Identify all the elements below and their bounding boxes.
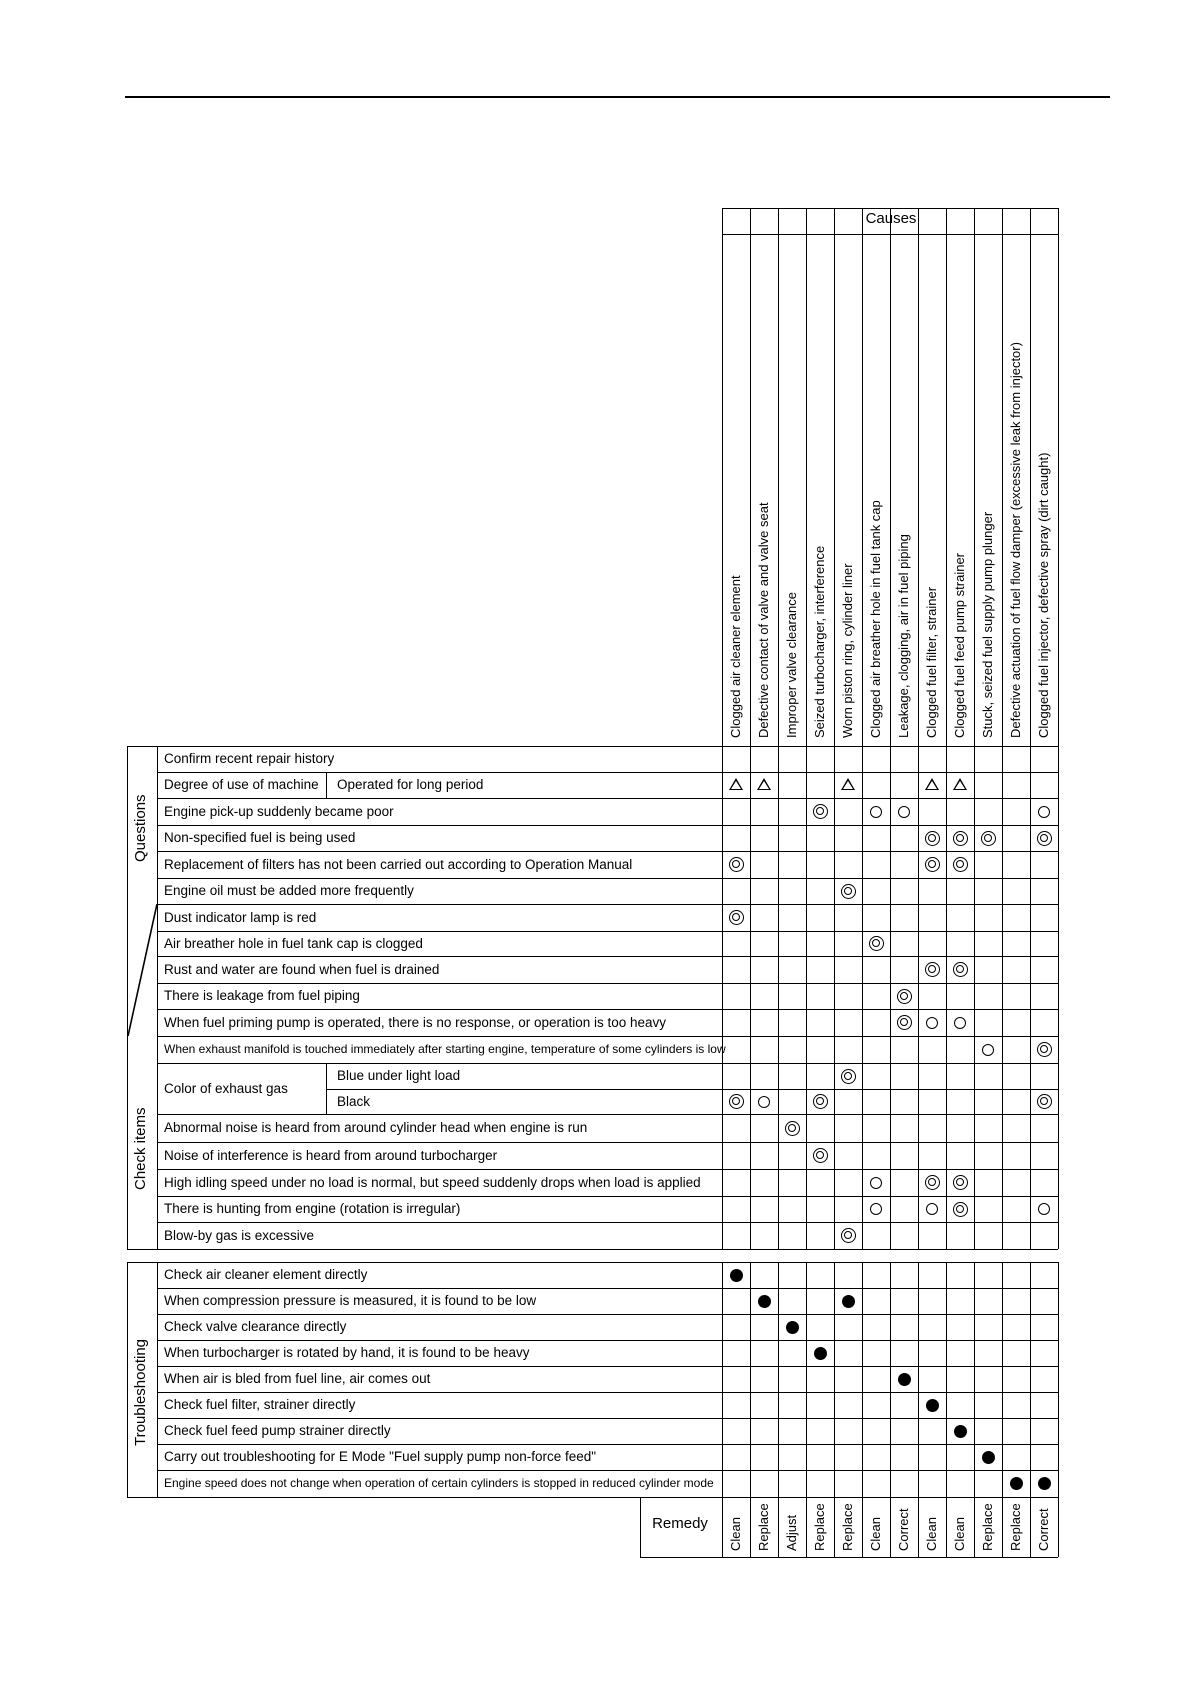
cause-label: Clogged air cleaner element: [728, 575, 743, 738]
cell-mark: [785, 1121, 800, 1136]
remedy-text: Replace: [1008, 1503, 1023, 1551]
ts-cell-mark: [898, 1373, 911, 1386]
cell-column-line: [974, 746, 975, 1249]
cell-mark: [926, 1017, 938, 1029]
row-label: High idling speed under no load is normal, but speed suddenly drops when load is applied: [164, 1174, 701, 1190]
cause-label: Leakage, clogging, air in fuel piping: [896, 534, 911, 738]
cell-mark: [953, 857, 968, 872]
cell-mark: [954, 1017, 966, 1029]
ts-column-line: [974, 1262, 975, 1497]
row-label: Abnormal noise is heard from around cylinder head when engine is run: [164, 1120, 588, 1135]
cell-mark: [925, 831, 940, 846]
cause-label: Defective contact of valve and valve seat: [756, 502, 771, 738]
cell-mark: [870, 1177, 882, 1189]
row-label: When fuel priming pump is operated, there is no response, or operation is too heavy: [164, 1014, 667, 1030]
row-label: Blow-by gas is excessive: [164, 1227, 315, 1243]
row-line: [157, 956, 1058, 957]
row-line: [157, 851, 1058, 852]
remedy-text: Correct: [1036, 1508, 1051, 1551]
ts-row-label: Engine speed does not change when operation of certain cylinders is stopped in reduced cylinder mode: [164, 1475, 714, 1490]
cell-mark: [981, 831, 996, 846]
row-label: There is leakage from fuel piping: [164, 988, 360, 1003]
remedy-column-line: [890, 1497, 891, 1557]
ts-column-line: [946, 1262, 947, 1497]
ts-row-label: When air is bled from fuel line, air comes out: [164, 1371, 431, 1386]
ts-column-line: [862, 1262, 863, 1497]
row-label: Dust indicator lamp is red: [164, 909, 317, 925]
row-label: There is hunting from engine (rotation is irregular): [164, 1201, 461, 1216]
ts-row-label: Check valve clearance directly: [164, 1319, 347, 1334]
row-line: [157, 1196, 1058, 1197]
cause-column-line: [750, 208, 751, 746]
row-line: [326, 1089, 1058, 1090]
row-line: [157, 798, 1058, 799]
remedy-text: Replace: [812, 1503, 827, 1551]
cell-mark: [813, 804, 828, 819]
cause-column-line: [1058, 208, 1059, 746]
cell-mark: [897, 989, 912, 1004]
cause-label: Stuck, seized fuel supply pump plunger: [980, 511, 995, 738]
ts-group-divider: [157, 1262, 158, 1497]
cell-column-line: [918, 746, 919, 1249]
row-line: [157, 878, 1058, 879]
cause-label: Worn piston ring, cylinder liner: [840, 563, 855, 738]
remedy-bottom-border: [640, 1557, 1058, 1558]
row-line: [157, 1036, 1058, 1037]
cell-mark: [758, 1096, 770, 1108]
row-line: [157, 1169, 1058, 1170]
cause-label: Seized turbocharger, interference: [812, 545, 827, 738]
cause-column-line: [778, 208, 779, 746]
ts-cell-mark: [926, 1399, 939, 1412]
cell-mark: [729, 910, 744, 925]
cell-column-line: [834, 746, 835, 1249]
cell-mark: [925, 778, 939, 790]
cell-mark: [841, 884, 856, 899]
remedy-text: Clean: [868, 1517, 883, 1551]
row-label: Rust and water are found when fuel is drained: [164, 961, 440, 977]
cell-column-line: [1058, 746, 1059, 1249]
remedy-column-line: [918, 1497, 919, 1557]
ts-row-label: When compression pressure is measured, it is found to be low: [164, 1293, 537, 1308]
ts-column-line: [778, 1262, 779, 1497]
cell-mark: [925, 1175, 940, 1190]
ts-row-line: [157, 1340, 1058, 1341]
ts-cell-mark: [842, 1295, 855, 1308]
row-sub-label: Operated for long period: [337, 777, 484, 792]
remedy-label: Remedy: [652, 1515, 708, 1532]
remedy-text: Adjust: [784, 1514, 799, 1551]
cell-mark: [729, 1094, 744, 1109]
cause-column-line: [834, 208, 835, 746]
cell-mark: [926, 1203, 938, 1215]
ts-row-line: [157, 1444, 1058, 1445]
ts-column-line: [890, 1262, 891, 1497]
row-label: Engine pick-up suddenly became poor: [164, 803, 394, 819]
row-line: [157, 983, 1058, 984]
remedy-column-line: [946, 1497, 947, 1557]
remedy-text: Replace: [840, 1503, 855, 1551]
cell-column-line: [946, 746, 947, 1249]
ts-column-line: [834, 1262, 835, 1497]
cell-mark: [953, 1175, 968, 1190]
cause-label: Clogged fuel filter, strainer: [924, 586, 939, 738]
row-label: Degree of use of machine: [164, 777, 319, 792]
remedy-text: Clean: [952, 1517, 967, 1551]
remedy-column-line: [806, 1497, 807, 1557]
group-separator: [125, 900, 165, 1040]
ts-row-label: When turbocharger is rotated by hand, it is found to be heavy: [164, 1345, 530, 1360]
ts-column-line: [750, 1262, 751, 1497]
remedy-column-line: [1030, 1497, 1031, 1557]
cause-column-line: [862, 208, 863, 746]
cause-column-line: [722, 208, 723, 746]
cell-column-line: [806, 746, 807, 1249]
cause-label: Improper valve clearance: [784, 592, 799, 738]
row-sub-label: Blue under light load: [337, 1068, 461, 1083]
cell-mark: [841, 1228, 856, 1243]
group-label-troubleshooting: Troubleshooting: [132, 1338, 149, 1446]
cell-mark: [1037, 831, 1052, 846]
cell-mark: [729, 778, 743, 790]
remedy-column-line: [862, 1497, 863, 1557]
remedy-column-line: [722, 1497, 723, 1557]
remedy-text: Clean: [728, 1517, 743, 1551]
ts-cell-mark: [758, 1295, 771, 1308]
cause-column-line: [918, 208, 919, 746]
cell-mark: [897, 1015, 912, 1030]
remedy-text: Clean: [924, 1517, 939, 1551]
cell-mark: [813, 1148, 828, 1163]
cell-mark: [925, 857, 940, 872]
row-line: [157, 772, 1058, 773]
remedy-column-line: [1002, 1497, 1003, 1557]
ts-cell-mark: [982, 1451, 995, 1464]
cell-column-line: [722, 746, 723, 1249]
row-line: [157, 1114, 1058, 1115]
cause-column-line: [890, 208, 891, 746]
remedy-text: Replace: [756, 1503, 771, 1551]
ts-column-line: [722, 1262, 723, 1497]
cell-mark: [870, 806, 882, 818]
cause-label: Clogged fuel injector, defective spray (dirt caught): [1036, 452, 1051, 738]
cause-column-line: [974, 208, 975, 746]
cell-mark: [953, 962, 968, 977]
ts-column-line: [1058, 1262, 1059, 1497]
cell-mark: [953, 778, 967, 790]
row-line: [157, 1142, 1058, 1143]
cell-mark: [757, 778, 771, 790]
row-line: [127, 1249, 1058, 1250]
row-label: Noise of interference is heard from around turbocharger: [164, 1147, 498, 1163]
ts-row-line: [157, 1392, 1058, 1393]
ts-cell-mark: [1038, 1477, 1051, 1490]
cause-column-line: [1030, 208, 1031, 746]
ts-cell-mark: [1010, 1477, 1023, 1490]
cause-label: Clogged air breather hole in fuel tank cap: [868, 500, 883, 738]
ts-column-line: [1002, 1262, 1003, 1497]
row-label: Replacement of filters has not been carried out according to Operation Manual: [164, 856, 633, 872]
row-label: When exhaust manifold is touched immediately after starting engine, temperature of some cylinders is low: [164, 1041, 726, 1056]
ts-row-line: [157, 1288, 1058, 1289]
cause-label: Defective actuation of fuel flow damper (excessive leak from injector): [1008, 342, 1023, 738]
ts-row-line: [157, 1418, 1058, 1419]
row-label: Air breather hole in fuel tank cap is clogged: [164, 935, 423, 951]
ts-column-line: [918, 1262, 919, 1497]
ts-cell-mark: [814, 1347, 827, 1360]
ts-row-line: [157, 1314, 1058, 1315]
cell-column-line: [890, 746, 891, 1249]
cell-mark: [1038, 1203, 1050, 1215]
cause-column-line: [806, 208, 807, 746]
ts-cell-mark: [730, 1269, 743, 1282]
cell-mark: [869, 936, 884, 951]
cell-mark: [841, 778, 855, 790]
remedy-column-line: [974, 1497, 975, 1557]
cell-mark: [925, 962, 940, 977]
ts-row-label: Check fuel feed pump strainer directly: [164, 1423, 391, 1438]
ts-row-label: Check air cleaner element directly: [164, 1267, 368, 1282]
ts-cell-mark: [954, 1425, 967, 1438]
ts-row-label: Carry out troubleshooting for E Mode "Fuel supply pump non-force feed": [164, 1449, 597, 1464]
row-label: Non-specified fuel is being used: [164, 830, 356, 845]
cell-mark: [953, 831, 968, 846]
ts-left-border: [127, 1262, 128, 1497]
remedy-column-line: [778, 1497, 779, 1557]
row-line: [157, 825, 1058, 826]
ts-column-line: [806, 1262, 807, 1497]
row-label: Engine oil must be added more frequently: [164, 883, 414, 898]
row-line: [157, 1009, 1058, 1010]
cell-mark: [1037, 1094, 1052, 1109]
ts-row-line: [157, 1366, 1058, 1367]
row-label: Confirm recent repair history: [164, 751, 335, 766]
cell-column-line: [750, 746, 751, 1249]
cell-mark: [982, 1044, 994, 1056]
group-label-questions: Questions: [132, 794, 149, 862]
cell-mark: [870, 1203, 882, 1215]
remedy-text: Replace: [980, 1503, 995, 1551]
ts-cell-mark: [786, 1321, 799, 1334]
cell-mark: [898, 806, 910, 818]
remedy-column-line: [750, 1497, 751, 1557]
cell-column-line: [1002, 746, 1003, 1249]
row-line: [157, 1063, 1058, 1064]
cell-column-line: [1030, 746, 1031, 1249]
ts-column-line: [1030, 1262, 1031, 1497]
row-sub-label: Black: [337, 1093, 371, 1109]
cell-mark: [729, 857, 744, 872]
top-rule: [125, 96, 1110, 98]
cell-column-line: [862, 746, 863, 1249]
remedy-column-line: [834, 1497, 835, 1557]
ts-row-label: Check fuel filter, strainer directly: [164, 1397, 356, 1412]
cell-mark: [813, 1094, 828, 1109]
row-line: [157, 1222, 1058, 1223]
cell-mark: [841, 1069, 856, 1084]
remedy-text: Correct: [896, 1508, 911, 1551]
cause-column-line: [946, 208, 947, 746]
remedy-column-line: [1058, 1497, 1059, 1557]
causes-title: Causes: [865, 210, 917, 227]
sub-divider: [326, 772, 327, 798]
cause-column-line: [1002, 208, 1003, 746]
cell-mark: [953, 1202, 968, 1217]
row-line: [157, 931, 1058, 932]
cell-mark: [1037, 1042, 1052, 1057]
row-line: [157, 904, 1058, 905]
cause-label: Clogged fuel feed pump strainer: [952, 552, 967, 738]
ts-row-line: [157, 1470, 1058, 1471]
row-label: Color of exhaust gas: [164, 1080, 288, 1096]
group-label-check-items: Check items: [132, 1107, 149, 1190]
sub-divider: [326, 1063, 327, 1114]
cell-mark: [1038, 806, 1050, 818]
cell-column-line: [778, 746, 779, 1249]
